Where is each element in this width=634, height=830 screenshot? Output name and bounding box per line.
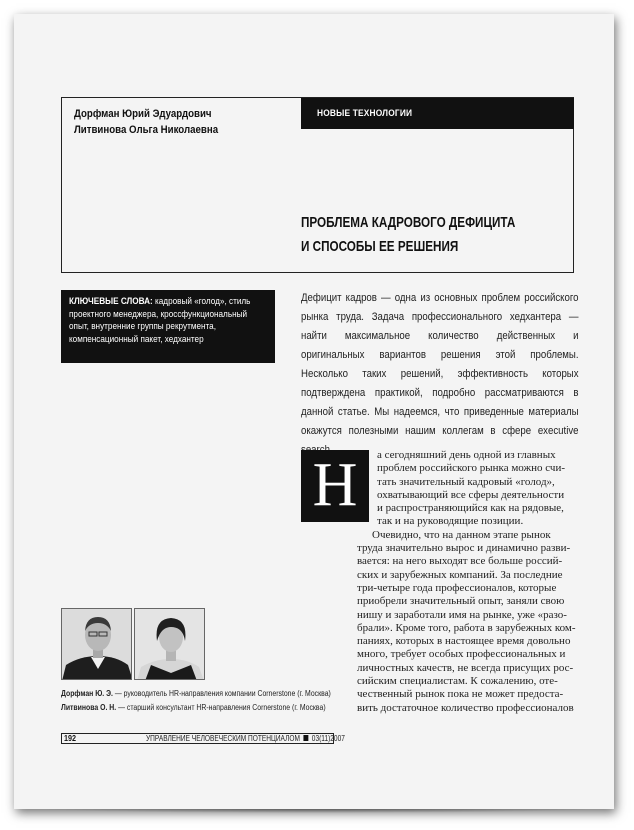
body-line: вить достаточное количество профессионалов: [357, 701, 574, 714]
caption-name: Дорфман Ю. Э.: [61, 689, 113, 698]
section-bar: [301, 98, 574, 129]
footer-journal: [146, 734, 345, 743]
portrait-woman-image: [135, 609, 205, 680]
body-line: много, требует особых профессиональных и: [357, 648, 566, 661]
photo-captions: [61, 687, 331, 715]
square-bullet-icon: [303, 735, 308, 741]
body-line: брали». Кроме того, работа в зарубежных ком-: [357, 621, 576, 634]
journal-title: УПРАВЛЕНИЕ ЧЕЛОВЕЧЕСКИМ ПОТЕНЦИАЛОМ: [146, 734, 300, 743]
body-text: [357, 449, 594, 715]
caption-text: — старший консультант HR-направления Cornerstone (г. Москва): [116, 703, 326, 712]
body-line: а сегодняшний день одной из главных: [377, 449, 556, 461]
body-line: приобрели значительный опыт, заняли свою: [357, 595, 565, 608]
title-line: И СПОСОБЫ ЕЕ РЕШЕНИЯ: [301, 238, 459, 255]
keywords-label: КЛЮЧЕВЫЕ СЛОВА:: [69, 296, 153, 307]
caption-name: Литвинова О. Н.: [61, 703, 117, 712]
body-line: так и на руководящие позиции.: [377, 515, 524, 528]
body-line: и распространяющийся как на рядовые,: [377, 502, 564, 515]
body-line: личностных качеств, не всегда присущих рос-: [357, 661, 574, 674]
keywords-text: [69, 296, 269, 346]
body-line: сийским специалистам. К сожалению, оте-: [357, 675, 558, 688]
body-line: чественный рынок пока не может предоста-: [357, 688, 564, 701]
body-line: нишу и заработали имя на рынке, уже «разо-: [357, 608, 567, 621]
body-line: тать значительный кадровый «голод»,: [377, 475, 555, 488]
author-name: Литвинова Ольга Николаевна: [74, 124, 219, 136]
keywords-list: кадровый «голод», стиль проектного менеджера, кроссфункциональный опыт, внутренние группы рекрутмента, компенсационный пакет, хедхантер: [69, 296, 251, 345]
caption-text: — руководитель HR-направления компании Cornerstone (г. Москва): [112, 689, 331, 698]
caption-line: [61, 701, 331, 715]
body-line: паниях, которых в настоящее время довольно: [357, 635, 571, 648]
caption-line: [61, 687, 331, 701]
body-line: три-четыре года профессионалов, которые: [357, 581, 557, 594]
body-line: вается: на него выходят все больше россий-: [357, 555, 563, 568]
author-photo-litvinova: [134, 608, 205, 680]
author-photo-dorfman: [61, 608, 132, 680]
lead-paragraph: Дефицит кадров — одна из основных проблем российского рынка труда. Задача профессионального хедхантера — найти максимальное количество действенных и оригинальных вариантов решения этой проблемы. Несколько таких решений, эффективность которых подтверждена практикой, подробно рассматриваются в данной статье. Мы надеемся, что приведенные материалы окажутся полезными нашим коллегам в сфере executive: [301, 292, 579, 437]
body-line: ских и зарубежных компаний. За последние: [357, 568, 563, 581]
page-number: 192: [64, 734, 77, 743]
author-name: Дорфман Юрий Эдуардович: [74, 108, 212, 120]
section-label: НОВЫЕ ТЕХНОЛОГИИ: [317, 108, 413, 119]
body-line: труда значительно вырос и динамично разви-: [357, 542, 571, 555]
body-line: Очевидно, что на данном этапе рынок: [372, 528, 551, 541]
title-line: ПРОБЛЕМА КАДРОВОГО ДЕФИЦИТА: [301, 214, 516, 231]
authors-block: [74, 106, 218, 138]
drop-cap-letter: Н: [312, 451, 358, 519]
article-title: [301, 211, 515, 259]
keywords-box: [61, 290, 275, 363]
body-line: проблем российского рынка можно счи-: [377, 462, 566, 475]
portrait-man-image: [62, 609, 132, 680]
issue-number: 03(11)2007: [311, 734, 345, 743]
body-line: охватывающий все сферы деятельности: [377, 488, 565, 501]
